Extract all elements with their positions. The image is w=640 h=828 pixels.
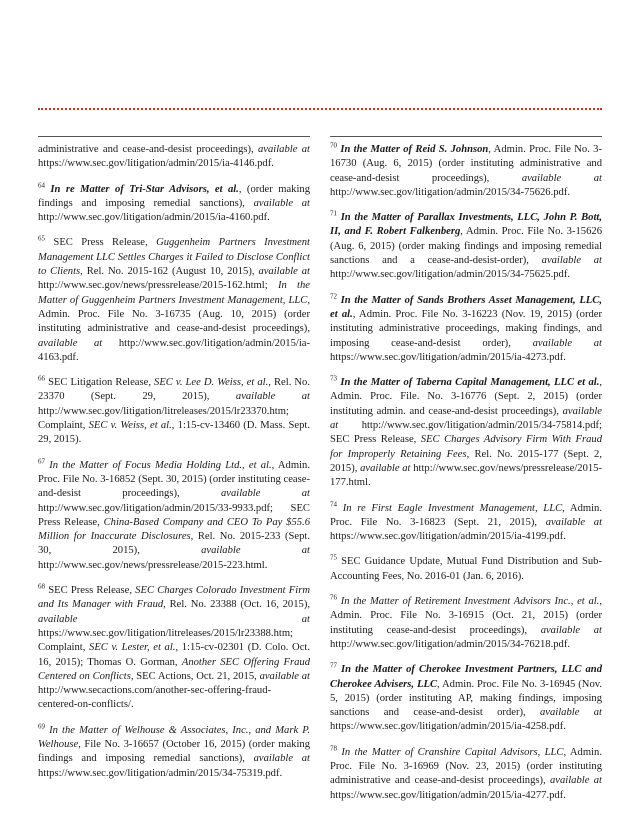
footnote-text-segment: SEC Litigation Release, [48, 377, 155, 389]
footnote-text-segment: available at [235, 391, 310, 403]
footnote-text-segment: SEC Charges Colorado Investment Firm and Its Manager with Fraud [38, 585, 310, 611]
footnote-text-segment: , Admin. Proc. File No. 3-16852 (Sept. 30, 2015) (order instituting cease-and-desist proceedings), [38, 459, 310, 500]
footnote-number: 78 [330, 744, 337, 753]
footnote-text-segment: administrative and cease-and-desist proceedings), [38, 144, 258, 155]
footnote-text-segment: https://www.sec.gov/litigation/admin/2015/ia-4199.pdf. [330, 531, 566, 543]
footnote-text-segment: In the Matter of Focus Media Holding Ltd., et al. [49, 459, 272, 471]
footnote-text-segment: http://www.sec.gov/litigation/admin/2015/34-76218.pdf. [330, 638, 571, 650]
footnote-71 [330, 211, 602, 282]
footnote-text-segment: available at [545, 516, 603, 528]
footnote-text-segment: , Admin. Proc. File No. 3-16945 (Nov. 5, 2015) (order instituting AP, making findings, imposing sanctions and cease-and-desist order), [330, 678, 602, 719]
footnote-70 [330, 143, 602, 200]
footnote-text-segment: In the Matter of Cherokee Investment Partners, LLC and Cherokee Advisers, LLC [330, 664, 602, 690]
footnote-text-segment: https://www.sec.gov/litigation/admin/2015/ia-4277.pdf. [330, 789, 566, 801]
footnote-75 [330, 555, 602, 584]
footnote-text-segment: Another SEC Offering Fraud Centered on Conflicts [38, 656, 310, 682]
footnote-text-segment: http://www.sec.gov/litigation/admin/2015/ia-4163.pdf. [38, 337, 310, 363]
footnote-77 [330, 663, 602, 734]
footnote-number: 73 [330, 374, 337, 383]
footnote-text-segment: http://www.sec.gov/litigation/admin/2015/34-75625.pdf. [330, 269, 571, 281]
footnote-69 [38, 724, 310, 781]
footnote-text-segment: In the Matter of Taberna Capital Management, LLC et al. [340, 377, 600, 389]
footnote-text-segment: In the Matter of Welhouse & Associates, Inc., and Mark P. Welhouse [38, 724, 310, 750]
footnote-text-segment: , 1:15-cv-02301 (D. Colo. Oct. 16, 2015); Thomas O. Gorman, [38, 642, 311, 668]
header-dotted-rule [38, 108, 602, 110]
footnote-text-segment: , Rel. No. 2015-162 (August 10, 2015), [80, 266, 259, 278]
footnote-text-segment: , Admin. Proc. File. No. 3-16776 (Sept. 2, 2015) (order instituting admin. and cease-and-desist proceedings), [330, 377, 603, 417]
footnote-68 [38, 584, 310, 713]
column-rule [330, 136, 602, 137]
footnote-text-segment: http://www.sec.gov/news/pressrelease/2015-223.html. [38, 559, 268, 571]
footnote-number: 70 [330, 141, 337, 150]
footnote-number: 71 [330, 209, 337, 218]
footnote-text-segment: , Rel. No. 23388 (Oct. 16, 2015), [163, 599, 310, 611]
footnote-text-segment: https://www.sec.gov/litigation/admin/2015/ia-4258.pdf. [330, 721, 566, 733]
footnote-66 [38, 376, 310, 447]
footnote-text-segment: available at [330, 405, 602, 432]
footnote-text-segment: In re First Eagle Investment Management, LLC [342, 502, 563, 514]
footnote-text-segment: In re Matter of Tri-Star Advisors, et al. [50, 183, 239, 195]
footnote-list [330, 143, 602, 803]
column-rule [38, 136, 310, 137]
footnote-text-segment: , Admin. Proc. File No. 3-15626 (Aug. 6, 2015) (order making findings and imposing remedial sanctions and a cease-and-desist-order), [330, 226, 602, 267]
footnote-65 [38, 236, 310, 365]
footnote-72 [330, 294, 602, 365]
footnote-text-segment: SEC Press Release, [53, 237, 157, 249]
footnote-text-segment: In the Matter of Guggenheim Partners Investment Management, LLC [38, 280, 310, 306]
footnote-text-segment: available at [221, 488, 310, 500]
footnote-text-segment: http://www.sec.gov/litigation/admin/2015/34-75626.pdf. [330, 186, 571, 198]
footnote-text-segment: available at [532, 337, 602, 349]
footnote-text-segment: available at [258, 266, 311, 278]
footnote-number: 76 [330, 593, 337, 602]
footnote-text-segment: available at [259, 670, 310, 682]
footnote-text-segment: available at [540, 707, 602, 719]
footnote-number: 68 [38, 582, 45, 591]
footnote-text-segment: https://www.sec.gov/litigation/litreleases/2015/lr23388.htm; Complaint, [38, 627, 294, 654]
footnote-text-segment: https://www.sec.gov/litigation/admin/2015/ia-4146.pdf. [38, 158, 274, 170]
footnote-text-segment: available at [540, 624, 602, 636]
footnote-text-segment: http://www.sec.gov/litigation/admin/2015/33-9933.pdf; SEC Press Release, [38, 502, 310, 528]
footnote-text-segment: , Rel. No. 23370 (Sept. 29, 2015), [38, 377, 310, 403]
footnote-text-segment: SEC Guidance Update, Mutual Fund Distribution and Sub-Accounting Fees, No. 2016-01 (Jan. 6, 2016). [330, 556, 602, 582]
footnote-text-segment: http://www.sec.gov/litigation/admin/2015/34-75814.pdf; SEC Press Release, [330, 420, 602, 446]
footnote-text-segment: available at [550, 775, 602, 787]
footnote-number: 65 [38, 234, 45, 243]
footnote-number: 64 [38, 181, 45, 190]
footnote-text-segment: SEC v. Lester, et al. [89, 642, 176, 654]
footnote-text-segment: In the Matter of Sands Brothers Asset Management, LLC, et al. [330, 294, 602, 320]
footnote-text-segment: SEC Charges Advisory Firm With Fraud for Improperly Retaining Fees [330, 434, 602, 460]
footnote-text-segment: available at [258, 144, 310, 155]
footnote-text-segment: , SEC Actions, Oct. 21, 2015, [130, 670, 260, 682]
footnote-text-segment: China-Based Company and CEO To Pay $55.6 Million for Inaccurate Disclosures [38, 516, 310, 543]
footnote-64 [38, 183, 310, 226]
footnote-text-segment: In the Matter of Parallax Investments, LLC, John P. Bott, II, and F. Robert Falkenberg [330, 212, 602, 238]
footnote-text-segment: http://www.sec.gov/news/pressrelease/2015-177.html. [330, 462, 602, 489]
footnote-text-segment: , Admin. Proc. File No. 3-16730 (Aug. 6, 2015) (order instituting administrative and cease-and-desist proceedings), [330, 144, 602, 184]
footnote-78 [330, 746, 602, 803]
footnote-67 [38, 459, 310, 573]
footnote-text-segment: available at [541, 255, 602, 267]
footnote-number: 72 [330, 292, 337, 301]
footnote-text-segment: http://www.sec.gov/litigation/admin/2015/ia-4160.pdf. [38, 212, 270, 224]
footnote-text-segment: available at [38, 613, 310, 625]
footnote-text-segment: , Admin. Proc. File No. 3-16735 (Aug. 10, 2015) (order instituting administrative and cease-and-desist proceedings), [38, 294, 310, 335]
footnote-76 [330, 595, 602, 652]
footnote-text-segment: , (order making findings and imposing remedial sanctions), [38, 183, 310, 209]
footnote-text-segment: In the Matter of Retirement Investment Advisors Inc., et al. [340, 596, 600, 608]
footnote-text-segment: In the Matter of Cranshire Capital Advisors, LLC [341, 746, 564, 758]
footnote-number: 74 [330, 500, 337, 508]
footnote-text-segment: available at [253, 753, 310, 765]
footnote-text-segment: Guggenheim Partners Investment Management LLC Settles Charges it Failed to Disclose Conflict to Clients [38, 237, 310, 278]
footnote-text-segment: http://www.secactions.com/another-sec-offering-fraud-centered-on-conflicts/. [38, 685, 272, 711]
footnote-text-segment: available at [521, 172, 602, 184]
footnote-text-segment: , Admin. Proc. File No. 3-16969 (Nov. 23, 2015) (order instituting administrative and cease-and-desist proceedings), [330, 746, 602, 787]
footnotes-left-column [38, 136, 310, 792]
footnote-73 [330, 376, 602, 490]
footnote-text-segment: available at [201, 545, 310, 557]
footnote-text-segment: , Admin. Proc. File No. 3-16915 (Oct. 21, 2015) (order instituting cease-and-desist proceedings), [330, 596, 602, 636]
footnote-text-segment: available at [253, 197, 310, 209]
footnote-text-segment: , Admin. Proc. File No. 3-16823 (Sept. 21, 2015), [330, 502, 602, 528]
footnote-number: 77 [330, 661, 337, 670]
footnote-text-segment: http://www.sec.gov/litigation/litreleases/2015/lr23370.htm; Complaint, [38, 405, 289, 432]
footnote-number: 75 [330, 553, 337, 562]
footnote-text-segment: , File No. 3-16657 (October 16, 2015) (order making findings and imposing remedial sanctions), [38, 738, 310, 765]
footnote-number: 66 [38, 374, 45, 383]
footnote-number: 69 [38, 722, 45, 731]
footnote-text-segment: , Rel. No. 2015-233 (Sept. 30, 2015), [38, 531, 310, 557]
footnote-text-segment: , Rel. No. 2015-177 (Sept. 2, 2015), [330, 448, 602, 474]
footnote-text-segment: SEC v. Lee D. Weiss, et al. [154, 377, 269, 389]
footnote-text-segment: SEC v. Weiss, et al. [88, 420, 172, 432]
footnotes-right-column [330, 136, 602, 814]
footnote-number: 67 [38, 457, 45, 466]
footnote-text-segment: In the Matter of Reid S. Johnson [340, 144, 489, 155]
footnote-continuation [38, 143, 310, 172]
footnote-text-segment: available at [38, 337, 103, 349]
footnote-text-segment: available at [360, 462, 411, 474]
footnote-text-segment: , 1:15-cv-13460 (D. Mass. Sept. 29, 2015). [38, 420, 310, 446]
footnote-text-segment: https://www.sec.gov/litigation/admin/2015/34-75319.pdf. [38, 767, 283, 779]
footnote-text-segment: http://www.sec.gov/news/pressrelease/2015-162.html; [38, 280, 278, 292]
footnote-text-segment: SEC Press Release, [48, 585, 136, 597]
footnote-74 [330, 502, 602, 545]
footnote-text-segment: , Admin. Proc. File No. 3-16223 (Nov. 19, 2015) (order instituting administrative proceedings, making findings, and imposing cease-and-desist order), [330, 308, 602, 349]
footnote-text-segment: https://www.sec.gov/litigation/admin/2015/ia-4273.pdf. [330, 351, 566, 363]
footnote-list [38, 143, 310, 781]
